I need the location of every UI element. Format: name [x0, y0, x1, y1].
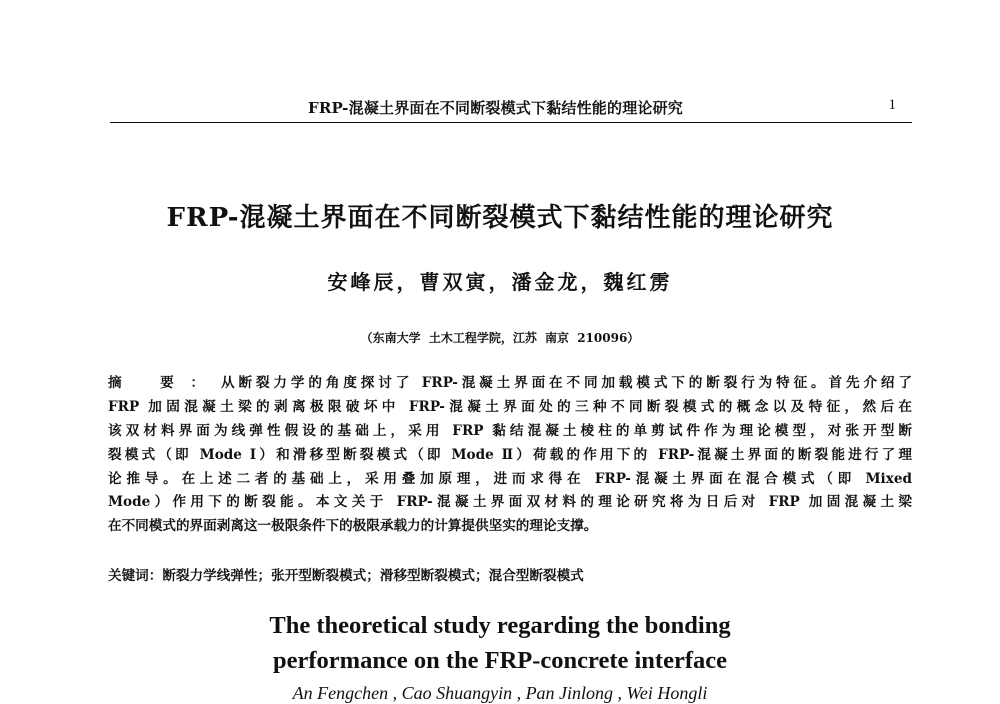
keywords-text: 断裂力学线弹性；张开型断裂模式；滑移型断裂模式；混合型断裂模式 [162, 568, 584, 584]
running-header [110, 92, 912, 123]
abstract-label: 摘 要： [108, 375, 222, 391]
page-number: 1 [888, 97, 896, 113]
english-title-line-1: The theoretical study regarding the bonding [269, 612, 731, 639]
abstract-line: 该双材料界面为线弹性假设的基础上，采用 FRP 黏结混凝土棱柱的单剪试件作为理论模型，对张开型断 [108, 422, 912, 439]
author-list: 安峰辰，曹双寅，潘金龙，魏红雳 [327, 270, 673, 294]
keywords [108, 564, 912, 584]
paper-title: FRP-混凝土界面在不同断裂模式下黏结性能的理论研究 [166, 203, 834, 233]
abstract-line: 在不同模式的界面剥离这一极限条件下的极限承载力的计算提供坚实的理论支撑。 [108, 518, 598, 535]
abstract-line: 论推导。在上述二者的基础上，采用叠加原理，进而求得在 FRP-混凝土界面在混合模式（即 Mixed [108, 470, 912, 487]
abstract-text: 从断裂力学的角度探讨了 FRP-混凝土界面在不同加载模式下的断裂行为特征。首先介绍了 [221, 375, 912, 391]
english-title-line-2: performance on the FRP-concrete interface [273, 647, 727, 674]
running-title: FRP-混凝土界面在不同断裂模式下黏结性能的理论研究 [308, 99, 684, 117]
abstract [108, 372, 912, 539]
affiliation: （东南大学 土木工程学院，江苏 南京 210096） [360, 331, 640, 345]
abstract-line: 裂模式（即 Mode Ⅰ）和滑移型断裂模式（即 Mode Ⅱ）荷载的作用下的 FRP-混凝土界面的断裂能进行了理 [108, 446, 912, 463]
abstract-line: Mode）作用下的断裂能。本文关于 FRP-混凝土界面双材料的理论研究将为日后对 FRP 加固混凝土梁 [108, 494, 912, 511]
english-authors: An Fengchen , Cao Shuangyin , Pan Jinlong , Wei Hongli [292, 683, 708, 703]
abstract-line [108, 372, 912, 396]
keywords-label: 关键词： [108, 568, 163, 584]
abstract-line: FRP 加固混凝土梁的剥离极限破坏中 FRP-混凝土界面处的三种不同断裂模式的概念以及特征，然后在 [108, 398, 912, 415]
